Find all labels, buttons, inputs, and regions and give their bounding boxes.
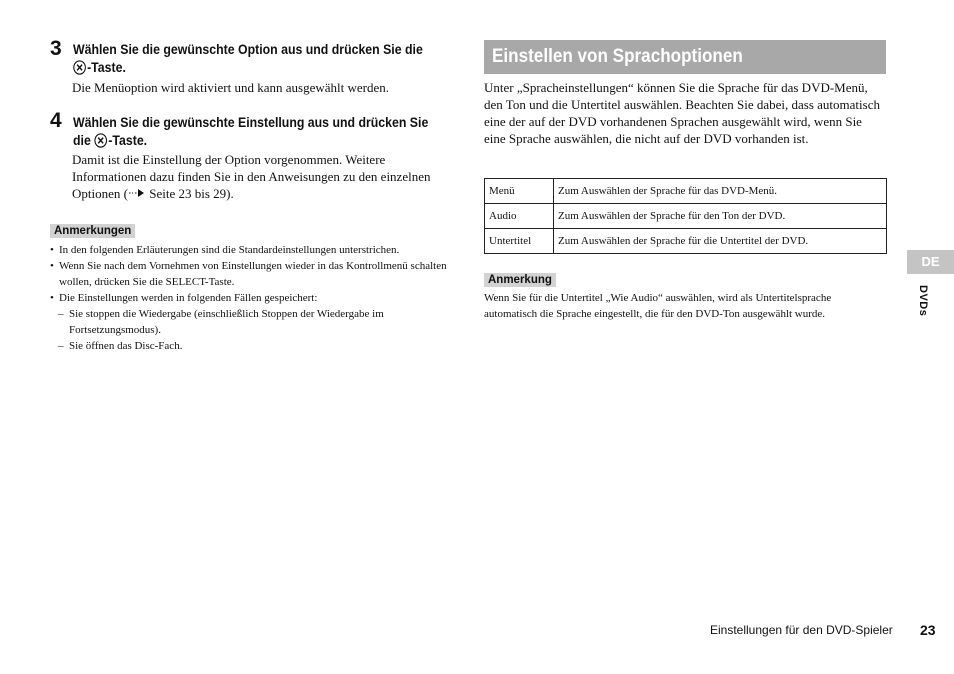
chapter-label: DVDs: [917, 285, 929, 317]
note-text: Wenn Sie nach dem Vornehmen von Einstellungen wieder in das Kontrollmenü schalten wollen, drücken Sie die SELECT-Taste.: [59, 260, 447, 288]
dash-mark: –: [58, 308, 64, 320]
table-row: [485, 179, 887, 204]
language-options-table: [484, 178, 887, 254]
page-reference-arrow-icon: [128, 188, 146, 198]
table-row: [485, 229, 887, 254]
step-4-heading-key: -Taste.: [108, 132, 148, 148]
step-3-heading-text: Wählen Sie die gewünschte Option aus und drücken Sie die: [73, 41, 423, 57]
bullet-mark: •: [50, 244, 54, 256]
step-4-body-reference: Seite 23 bis 29).: [149, 186, 234, 201]
language-tab-de: DE: [907, 250, 954, 274]
step-3-body: Die Menüoption wird aktiviert und kann ausgewählt werden.: [72, 80, 389, 95]
step-4-body: [72, 151, 452, 202]
table-cell-option: Menü: [485, 179, 554, 204]
cross-button-icon: [94, 133, 107, 148]
bullet-mark: •: [50, 292, 54, 304]
note-item: [50, 242, 455, 258]
table-cell-description: Zum Auswählen der Sprache für das DVD-Menü.: [554, 179, 887, 204]
step-4-body-text: Damit ist die Einstellung der Option vorgenommen. Weitere Informationen dazu finden Sie in den Anweisungen zu den einzelnen Optionen (: [72, 152, 431, 201]
table-cell-option: Audio: [485, 204, 554, 229]
notes-label-text: Anmerkungen: [50, 224, 135, 238]
notes-list: [50, 242, 455, 354]
section-title: Einstellen von Sprachoptionen: [492, 46, 743, 67]
dash-mark: –: [58, 340, 64, 352]
bullet-mark: •: [50, 260, 54, 272]
note-item: [50, 290, 455, 306]
note-subitem: [50, 338, 455, 354]
note-text: Sie stoppen die Wiedergabe (einschließlich Stoppen der Wiedergabe im Fortsetzungsmodus).: [69, 308, 384, 336]
step-4-heading: [73, 113, 451, 149]
cross-button-icon: [73, 60, 86, 75]
note-text: Sie öffnen das Disc-Fach.: [69, 340, 183, 352]
table-cell-description: Zum Auswählen der Sprache für die Untertitel der DVD.: [554, 229, 887, 254]
step-3-number: 3: [50, 37, 62, 60]
table-row: [485, 204, 887, 229]
footer-title: Einstellungen für den DVD-Spieler: [710, 623, 893, 637]
note-item: [50, 258, 455, 290]
step-4-heading-die: die: [73, 132, 91, 148]
section-intro: Unter „Spracheinstellungen“ können Sie die Sprache für das DVD-Menü, den Ton und die Untertitel auswählen. Beachten Sie dabei, dass automatisch eine der auf der DVD vorhandenen Sprachen ausgewählt wird, wenn Sie eine Sprache auswählen, die nicht auf der DVD vorhanden ist.: [484, 80, 880, 146]
table-cell-option: Untertitel: [485, 229, 554, 254]
note-text: Wenn Sie für die Untertitel „Wie Audio“ auswählen, wird als Untertitelsprache automatisch die Sprache eingestellt, die für den DVD-Ton ausgewählt wurde.: [484, 292, 832, 320]
page-number: 23: [920, 622, 936, 638]
notes-label: [50, 221, 135, 239]
note-text: Die Einstellungen werden in folgenden Fällen gespeichert:: [59, 292, 318, 304]
note-label: [484, 270, 556, 288]
note-text: In den folgenden Erläuterungen sind die Standardeinstellungen unterstrichen.: [59, 244, 400, 256]
note-label-text: Anmerkung: [484, 273, 556, 287]
step-4-number: 4: [50, 109, 62, 132]
step-4-heading-text: Wählen Sie die gewünschte Einstellung aus und drücken Sie: [73, 114, 429, 130]
note-subitem: [50, 306, 455, 338]
step-3-heading: [73, 40, 451, 76]
table-cell-description: Zum Auswählen der Sprache für den Ton der DVD.: [554, 204, 887, 229]
step-3-heading-key: -Taste.: [87, 59, 126, 75]
section-title-bar: [484, 40, 886, 74]
